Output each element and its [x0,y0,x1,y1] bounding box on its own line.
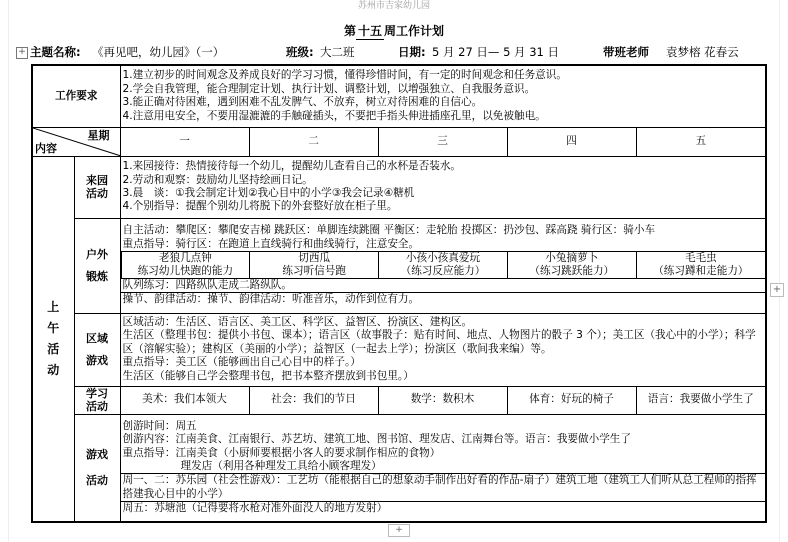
arrival-item: 4.个别指导：提醒个别幼儿将脱下的外套整好放在柜子里。 [122,200,398,213]
games-item: 重点指导：江南美食（小厨师要根据小客人的要求制作相应的食物） [122,446,441,459]
class-label: 班级: [286,45,314,59]
morning-activities-label [32,156,74,522]
study-subject-thu[interactable]: 体育：好玩的椅子 [507,386,636,414]
morning-label-text: 上午活动 [47,299,60,377]
title-suffix: 周工作计划 [384,24,445,38]
day-header-mon: 一 [120,127,249,156]
theme-value[interactable]: 《再见吧，幼儿园》（一） [92,45,225,59]
requirements-label: 工作要求 [32,65,120,127]
date-value[interactable]: 5 月 27 日— 5 月 31 日 [432,45,559,59]
area-item: 生活区（整理书包：提供小书包、课本）；语言区（故事骰子：贴有时间、地点、人物图片的骰子 3 个）；美工区（我心中的小学）；科学区（溶解实验）；建构区（美丽的小学）；益智区（一起去上学）；扮演区（歌间我来编）等。 [122,329,756,355]
requirements-cell[interactable] [120,65,766,127]
info-row [30,44,778,60]
area-item: 重点指导：美工区（能够画出自己心目中的样子。） [122,356,361,369]
requirement-item: 3.能正确对待困难，遇到困难不乱发脾气、不放弃，树立对待困难的自信心。 [122,96,483,109]
study-subject-tue[interactable]: 社会：我们的节日 [249,386,378,414]
outdoor-game[interactable]: 老狼几点钟 练习幼儿快跑的能力 [121,252,250,279]
arrival-label: 来园活动 [74,156,120,218]
day-header-tue: 二 [249,127,378,156]
teacher-value[interactable]: 袁梦榕 花春云 [666,45,739,59]
games-label: 游戏活动 [74,414,120,522]
add-column-icon[interactable]: + [770,283,784,297]
games-item: 理发店（利用各种理发工具给小顾客理发） [180,460,382,473]
games-item: 周一、二：苏乐园（社会性游戏）：工艺坊（能根据自己的想象动手制作出好看的作品-扇子）建筑工地（建筑工人们听从总工程师的指挥搭建我心目中的小学） [121,473,766,501]
requirement-item: 2.学会自我管理，能合理制定计划、执行计划、调整计划，以增强独立、自我服务意识。 [122,82,536,95]
area-item: 区域活动：生活区、语言区、美工区、科学区、益智区、扮演区、建构区。 [122,315,473,328]
week-corner-cell [32,127,120,156]
arrival-item: 3.晨 谈：①我会制定计划②我心目中的小学③我会记录④糖机 [122,187,415,199]
teacher-label: 带班老师 [603,45,649,59]
weekly-plan-table [31,64,767,523]
outdoor-free-activity: 自主活动：攀爬区：攀爬安吉梯 跳跃区：单脚连续跳圈 平衡区：走轮胎 投掷区：扔沙包、踩高跷 骑行区：骑小车 [122,224,656,237]
day-header-wed: 三 [378,127,507,156]
games-cell[interactable] [120,414,766,522]
study-subject-fri[interactable]: 语言：我要做小学生了 [636,386,766,414]
area-games-label: 区域游戏 [74,313,120,386]
arrival-item: 1.来园接待：热情接待每一个幼儿，提醒幼儿查看自己的水杯是否装水。 [122,160,462,173]
page-margin-left [8,0,9,542]
day-header-thu: 四 [507,127,636,156]
requirement-item: 4.注意用电安全，不要用湿漉漉的手触碰插头，不要把手指头伸进插座孔里，以免被触电。 [122,109,546,122]
title-prefix: 第 [343,24,356,38]
document-header-school: 苏州市吉家幼儿园 [357,1,430,11]
date-label: 日期: [398,45,426,59]
requirement-item: 1.建立初步的时间观念及养成良好的学习习惯，懂得珍惜时间，有一定的时间观念和任务意识。 [122,69,567,82]
area-item: 生活区（能够自己学会整理书包，把书本整齐摆放到书包里。） [122,369,414,382]
corner-weekday-label: 星期 [87,128,110,142]
table-move-handle-icon[interactable]: + [16,47,28,59]
arrival-cell[interactable] [120,156,766,218]
study-subject-mon[interactable]: 美术：我们本领大 [120,386,249,414]
outdoor-game[interactable]: 切西瓜 练习听信号跑 [250,252,379,279]
page-margin-right [779,0,780,542]
day-header-fri: 五 [636,127,766,156]
games-item: 周五：苏塘池（记得要将水枪对准外面没人的地方发射） [121,501,766,515]
outdoor-game[interactable]: 毛毛虫 （练习蹲和走能力） [636,252,765,279]
games-item: 创游时间：周五 [122,419,197,432]
games-item: 创游内容：江南美食、江南银行、苏艺坊、建筑工地、图书馆、理发店、江南舞台等。语言：我要做小学生了 [122,433,631,446]
study-label: 学习活动 [74,386,120,414]
class-value[interactable]: 大二班 [320,45,355,59]
outdoor-cell[interactable] [120,218,766,313]
title-week-number[interactable]: 十五 [357,24,382,38]
outdoor-exercise: 操节、韵律活动：操节、韵律活动：听准音乐，动作到位有力。 [122,293,420,306]
outdoor-games-grid [121,251,766,279]
theme-label: 主题名称: [30,45,81,59]
area-games-cell[interactable] [120,313,766,386]
outdoor-formation: 队列练习：四路纵队走成二路纵队。 [121,279,766,293]
add-row-icon[interactable]: + [388,524,410,537]
outdoor-game[interactable]: 小兔摘萝卜 （练习跳跃能力） [507,252,636,279]
page-title [0,22,788,40]
outdoor-key-guidance: 重点指导：骑行区：在跑道上直线骑行和曲线骑行，注意安全。 [122,237,420,250]
study-subject-wed[interactable]: 数学：数积木 [378,386,507,414]
outdoor-label: 户外锻炼 [74,218,120,313]
corner-content-label: 内容 [35,142,57,156]
arrival-item: 2.劳动和观察：鼓励幼儿坚持绘画日记。 [122,173,313,186]
outdoor-game[interactable]: 小孩小孩真爱玩 （练习反应能力） [379,252,508,279]
